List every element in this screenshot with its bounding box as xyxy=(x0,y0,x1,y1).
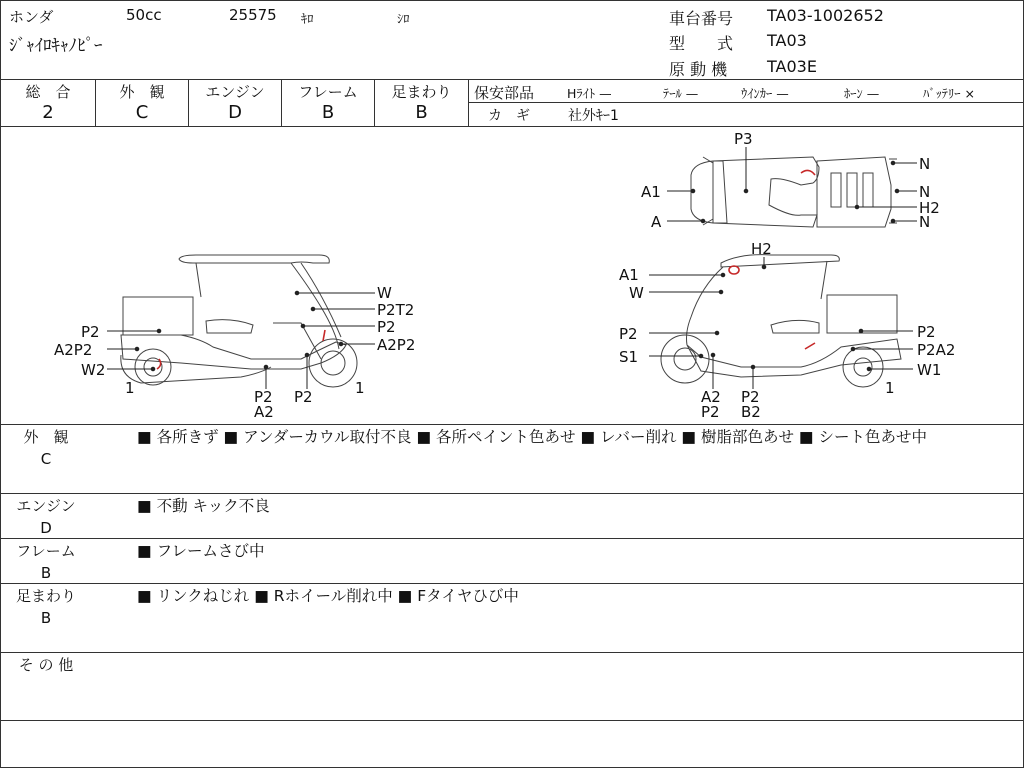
safety-taillight: ﾃｰﾙ — xyxy=(663,86,699,101)
grade-engine: D xyxy=(228,102,242,123)
damage-mark xyxy=(801,170,815,175)
left-side-view xyxy=(121,255,357,387)
damage-mark xyxy=(729,266,739,274)
suspension-section-label: 足まわり B xyxy=(15,587,76,627)
grade-frame: B xyxy=(321,102,335,123)
label: A xyxy=(651,213,662,231)
label: A1 xyxy=(619,266,639,284)
label: A2 xyxy=(254,403,274,421)
frame-number-label: 車台番号 xyxy=(669,9,734,28)
grade-suspension: B xyxy=(415,102,428,123)
top-view xyxy=(691,157,897,227)
frame-number: TA03-1002652 xyxy=(767,6,884,25)
engine-model-label: 原 動 機 xyxy=(669,60,728,79)
safety-winker: ｳｲﾝｶｰ — xyxy=(741,86,789,101)
safety-battery: ﾊﾞｯﾃﾘｰ × xyxy=(923,86,975,101)
label: P2 xyxy=(377,318,396,336)
pillar-rear xyxy=(196,263,201,297)
damage-mark xyxy=(323,330,325,341)
mileage: 25575 xyxy=(229,6,277,24)
label: P2 xyxy=(294,388,313,406)
label: H2 xyxy=(751,240,772,258)
pillar-rear xyxy=(821,261,827,299)
engine-section-label: エンジン D xyxy=(16,497,76,537)
label: P2 xyxy=(619,325,638,343)
front-fairing xyxy=(691,161,727,223)
appearance-label: 外 観 C xyxy=(23,428,69,468)
frame-section-label: フレーム B xyxy=(16,542,76,582)
label: N xyxy=(919,213,931,231)
maker: ホンダ xyxy=(9,8,54,26)
leg-shield xyxy=(273,323,321,359)
damage-marks xyxy=(157,170,815,369)
appearance-notes: ■ 各所きず ■ アンダーカウル取付不良 ■ 各所ペイント色あせ ■ レバー削れ ■ 樹脂部色あせ ■ シート色あせ中 xyxy=(137,428,927,446)
label: A2 xyxy=(701,388,721,406)
grade-appearance: C xyxy=(135,102,149,123)
model-name: ｼﾞｬｲﾛｷｬﾉﾋﾟｰ xyxy=(9,36,103,56)
mileage-unit: ｷﾛ xyxy=(301,11,314,26)
label: P3 xyxy=(734,130,753,148)
color: ｼﾛ xyxy=(397,11,410,26)
label: P2 xyxy=(741,388,760,406)
floor xyxy=(713,157,819,227)
label: W xyxy=(629,284,644,302)
label: A1 xyxy=(641,183,661,201)
engine-notes: ■ 不動 キック不良 xyxy=(137,497,270,515)
damage-mark xyxy=(805,343,815,349)
seat xyxy=(771,320,819,333)
type-value: TA03 xyxy=(767,31,807,50)
grade-header-appearance: 外 観 xyxy=(119,83,165,101)
label: S1 xyxy=(619,348,639,366)
safety-horn: ﾎｰﾝ — xyxy=(844,86,880,101)
rear-box xyxy=(817,157,891,227)
label: A2P2 xyxy=(54,341,93,359)
label: N xyxy=(919,183,931,201)
grade-header-engine: エンジン xyxy=(205,83,265,101)
label: P2T2 xyxy=(377,301,415,319)
key-label: カ ギ xyxy=(488,108,530,124)
label: N xyxy=(919,155,931,173)
divider xyxy=(469,102,1023,103)
body-lower xyxy=(687,339,901,377)
grade-overall: 2 xyxy=(42,102,54,123)
type-label: 型 式 xyxy=(669,34,734,53)
label: W1 xyxy=(917,361,942,379)
roof-outline xyxy=(179,255,329,263)
label: 1 xyxy=(125,379,135,397)
label: P2 xyxy=(701,403,720,421)
grade-header-frame: フレーム xyxy=(298,83,358,101)
key-value: 社外ｷｰ1 xyxy=(568,108,619,124)
seat xyxy=(206,320,253,333)
roof-outline xyxy=(721,255,839,267)
label: H2 xyxy=(919,199,940,217)
engine-model-value: TA03E xyxy=(767,57,817,76)
label: P2A2 xyxy=(917,341,956,359)
damage-diagram xyxy=(1,127,1023,425)
label: B2 xyxy=(741,403,761,421)
displacement: 50cc xyxy=(126,6,162,24)
rear-box xyxy=(827,295,897,333)
body-lower xyxy=(121,335,346,369)
diagram-labels xyxy=(54,130,955,421)
pillar-front xyxy=(291,263,339,349)
frame-notes: ■ フレームさび中 xyxy=(137,542,265,560)
label: P2 xyxy=(81,323,100,341)
label: A2P2 xyxy=(377,336,416,354)
safety-label: 保安部品 xyxy=(474,84,535,102)
grade-header-suspension: 足まわり xyxy=(391,83,452,101)
other-section-label: そ の 他 xyxy=(18,656,74,674)
label: 1 xyxy=(355,379,365,397)
grade-header-overall: 総 合 xyxy=(25,83,71,101)
safety-headlight: Hﾗｲﾄ — xyxy=(567,86,612,101)
label: 1 xyxy=(885,379,895,397)
label: W2 xyxy=(81,361,106,379)
divider xyxy=(1,79,1023,80)
label: W xyxy=(377,284,392,302)
box-ribs xyxy=(831,173,873,207)
label: P2 xyxy=(254,388,273,406)
suspension-notes: ■ リンクねじれ ■ Rホイール削れ中 ■ Fタイヤひび中 xyxy=(137,587,519,605)
label: P2 xyxy=(917,323,936,341)
